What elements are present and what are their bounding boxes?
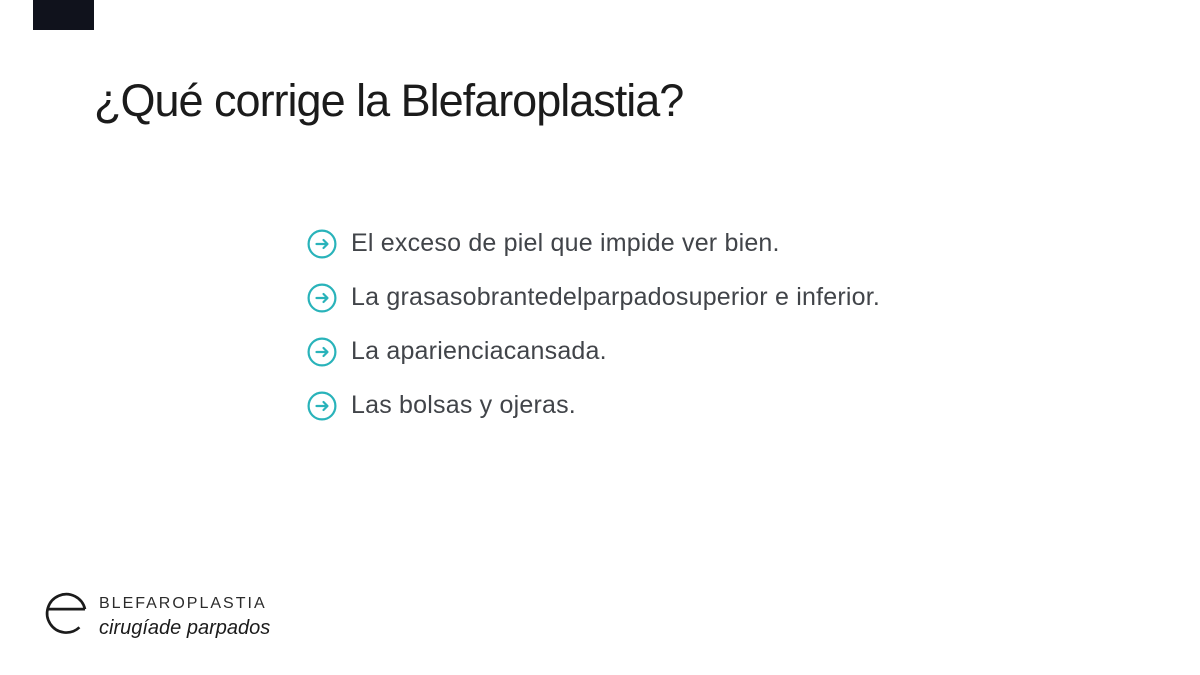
brand-text-block — [99, 595, 270, 640]
bullet-item — [307, 282, 880, 313]
bullet-text: El exceso de piel que impide ver bien. — [351, 229, 780, 257]
bullet-item — [307, 228, 880, 259]
arrow-right-circle-icon — [307, 283, 337, 313]
brand-logo — [43, 588, 270, 640]
slide-title: ¿Qué corrige la Blefaroplastia? — [94, 75, 684, 126]
bullet-text: Las bolsas y ojeras. — [351, 391, 576, 419]
bullet-item — [307, 336, 880, 367]
arrow-right-circle-icon — [307, 337, 337, 367]
bullet-text: La aparienciacansada. — [351, 337, 607, 365]
bullet-item — [307, 390, 880, 421]
arrow-right-circle-icon — [307, 229, 337, 259]
corner-accent-block — [33, 0, 94, 30]
brand-tagline: cirugíade parpados — [99, 617, 271, 639]
e-logo-icon — [43, 588, 89, 636]
arrow-right-circle-icon — [307, 391, 337, 421]
bullet-list — [307, 228, 880, 444]
bullet-text: La grasasobrantedelparpadosuperior e inferior. — [351, 283, 880, 311]
brand-name: BLEFAROPLASTIA — [99, 595, 267, 612]
